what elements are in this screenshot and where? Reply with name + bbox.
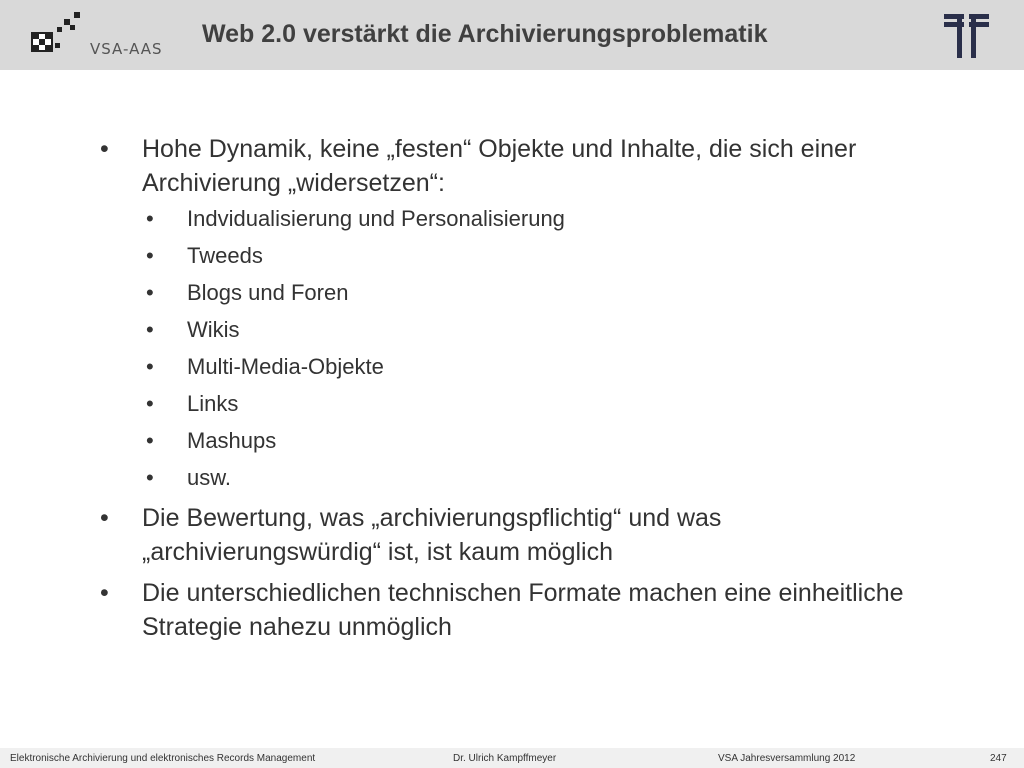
bullet-text: Wikis bbox=[187, 317, 240, 342]
bullet-list bbox=[100, 132, 960, 644]
bullet-marker: • bbox=[100, 579, 109, 607]
bullet-text: Die unterschiedlichen technischen Formate machen eine einheitliche Strategie nahezu unmöglich bbox=[142, 579, 904, 641]
bullet-text: usw. bbox=[187, 465, 232, 490]
bullet-marker: • bbox=[146, 465, 154, 490]
sub-bullet-item bbox=[146, 241, 960, 271]
sub-bullet-item bbox=[146, 352, 960, 382]
bullet-marker: • bbox=[146, 243, 154, 268]
bullet-marker: • bbox=[146, 317, 154, 342]
vsa-aas-logo bbox=[28, 12, 168, 62]
slide-header bbox=[0, 0, 1024, 70]
pm-logo-icon bbox=[944, 14, 990, 58]
slide-title: Web 2.0 verstärkt die Archivierungsproblematik bbox=[202, 20, 768, 48]
bullet-marker: • bbox=[100, 135, 109, 163]
bullet-text: Tweeds bbox=[187, 243, 263, 268]
bullet-marker: • bbox=[146, 354, 154, 379]
bullet-item bbox=[100, 576, 960, 644]
slide-footer bbox=[0, 748, 1024, 768]
bullet-item bbox=[100, 501, 960, 569]
bullet-text: Mashups bbox=[187, 428, 277, 453]
bullet-marker: • bbox=[100, 504, 109, 532]
footer-event: VSA Jahresversammlung 2012 bbox=[718, 753, 856, 764]
sub-bullet-item bbox=[146, 463, 960, 493]
sub-bullet-item bbox=[146, 315, 960, 345]
pm-logo bbox=[944, 14, 990, 63]
bullet-text: Links bbox=[187, 391, 239, 416]
logo-text: VSA-AAS bbox=[90, 40, 163, 58]
sub-bullet-item bbox=[146, 389, 960, 419]
bullet-text: Multi-Media-Objekte bbox=[187, 354, 384, 379]
page-number: 247 bbox=[990, 753, 1007, 764]
bullet-marker: • bbox=[146, 428, 154, 453]
footer-course-title: Elektronische Archivierung und elektronisches Records Management bbox=[10, 753, 316, 764]
sub-bullet-item bbox=[146, 278, 960, 308]
bullet-marker: • bbox=[146, 391, 154, 416]
bullet-item bbox=[100, 132, 960, 200]
checker-pixel-icon bbox=[28, 12, 88, 52]
sub-bullet-item bbox=[146, 426, 960, 456]
bullet-text: Indvidualisierung und Personalisierung bbox=[187, 206, 565, 231]
bullet-marker: • bbox=[146, 206, 154, 231]
bullet-text: Blogs und Foren bbox=[187, 280, 349, 305]
bullet-marker: • bbox=[146, 280, 154, 305]
bullet-text: Die Bewertung, was „archivierungspflichtig“ und was „archivierungswürdig“ ist, ist kaum möglich bbox=[142, 504, 722, 566]
bullet-text: Hohe Dynamik, keine „festen“ Objekte und Inhalte, die sich einer Archivierung „widersetzen“: bbox=[142, 135, 857, 197]
footer-author: Dr. Ulrich Kampffmeyer bbox=[453, 753, 557, 764]
sub-bullet-item bbox=[146, 204, 960, 234]
